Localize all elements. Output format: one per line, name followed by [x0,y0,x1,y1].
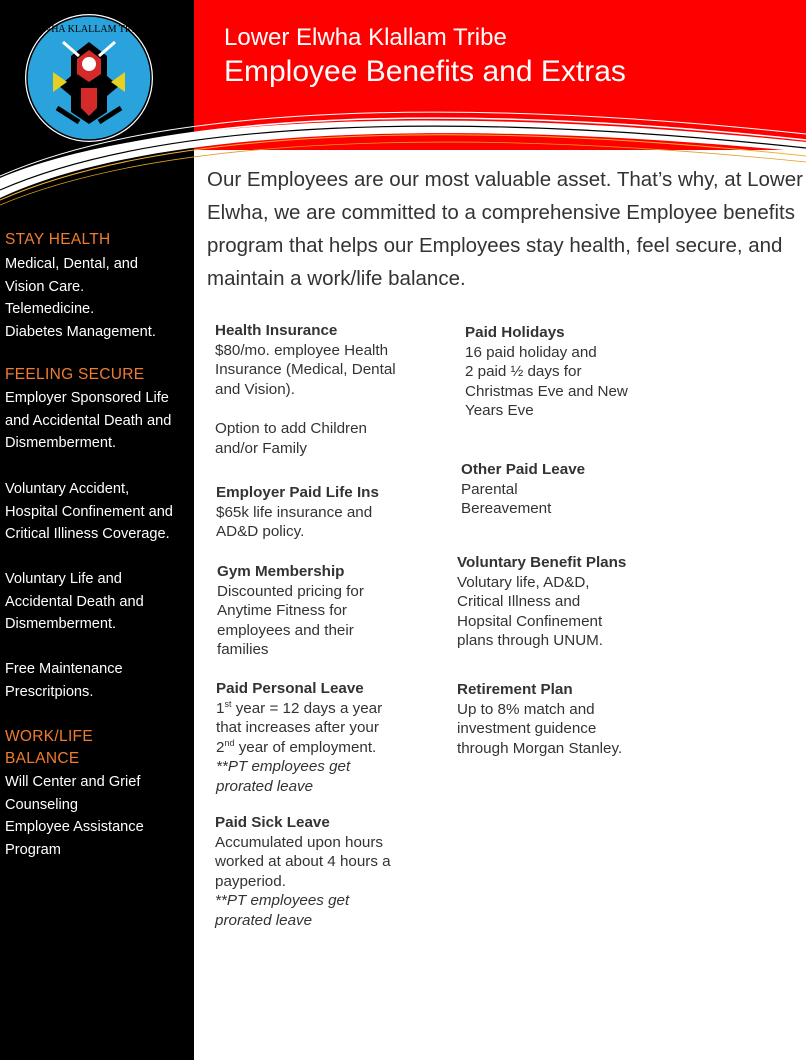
sidebar-line: Hospital Confinement and [5,503,173,520]
sidebar-line: Medical, Dental, and [5,256,139,272]
section-title: Employer Paid Life Ins [216,484,379,501]
stay-health-heading: STAY HEALTH [5,231,111,248]
intro-paragraph: Our Employees are our most valuable asset. That’s why, at Lower Elwha, we are committed to a comprehensive Employee benefits program that helps our Employees stay health, feel secure, and maintain a work/life balance. [207,168,803,290]
sidebar-line: Diabetes Management. [5,323,156,340]
voluntary-plans-section: Voluntary Benefit Plans Volutary life, AD&D, Critical Illness and Hopsital Confinement plans through UNUM. [457,554,627,650]
work-life-list [5,771,191,861]
section-title: Paid Holidays [465,324,565,341]
org-name: Lower Elwha Klallam Tribe [224,24,507,51]
section-title: Voluntary Benefit Plans [457,554,627,571]
feeling-secure-list-2 [5,478,191,546]
sidebar-line: Critical Illiness Coverage. [5,526,170,542]
sidebar-line: Counseling [5,796,79,813]
sidebar-line: Voluntary Life and [5,571,122,587]
sidebar-line: Will Center and Grief [5,774,141,790]
sidebar-line: and Accidental Death and [5,412,172,429]
sick-leave-section: Paid Sick Leave Accumulated upon hours worked at about 4 hours a payperiod. **PT employees get prorated leave [215,814,391,929]
tribe-logo-icon [23,12,155,144]
sidebar-line: Dismemberment. [5,435,117,451]
section-title: Gym Membership [217,563,345,580]
feeling-secure-list-4 [5,658,191,703]
feeling-secure-heading: FEELING SECURE [5,366,145,383]
personal-leave-section: Paid Personal Leave 1st year = 12 days a year that increases after your 2nd year of employment. **PT employees get prorated leave [216,680,383,795]
section-title: Health Insurance [215,322,338,339]
logo-text: ELWHA KLALLAM TRIBE [30,24,148,35]
section-title: Paid Personal Leave [216,680,364,697]
feeling-secure-list-1 [5,387,191,455]
sidebar-line: Telemedicine. [5,301,95,317]
sidebar-line: Free Maintenance [5,661,123,677]
feeling-secure-list-3 [5,568,191,636]
health-insurance-section: Health Insurance $80/mo. employee Health Insurance (Medical, Dental and Vision). Option to add Children and/or Family [215,322,396,457]
sidebar-line: Accidental Death and [5,593,144,610]
other-leave-section: Other Paid Leave Parental Bereavement [461,461,586,518]
sidebar-line: Dismemberment. [5,616,117,632]
stay-health-list [5,253,191,343]
section-title: Paid Sick Leave [215,814,330,831]
sidebar-line: Prescritpions. [5,683,94,700]
sidebar-line: Vision Care. [5,278,85,295]
sidebar-line: Voluntary Accident, [5,481,130,497]
life-insurance-section: Employer Paid Life Ins $65k life insurance and AD&D policy. [216,484,379,541]
page-title: Employee Benefits and Extras [224,55,626,88]
sidebar-line: Employee Assistance [5,819,144,835]
sidebar-line: Employer Sponsored Life [5,390,169,406]
section-title: Other Paid Leave [461,461,586,478]
gym-section: Gym Membership Discounted pricing for Anytime Fitness for employees and their families [217,563,364,659]
retirement-section: Retirement Plan Up to 8% match and investment guidence through Morgan Stanley. [457,681,623,757]
holidays-section: Paid Holidays 16 paid holiday and 2 paid ½ days for Christmas Eve and New Years Eve [465,324,628,420]
section-title: Retirement Plan [457,681,573,698]
sidebar-line: Program [5,841,61,858]
work-life-heading: WORK/LIFE BALANCE [5,728,93,767]
